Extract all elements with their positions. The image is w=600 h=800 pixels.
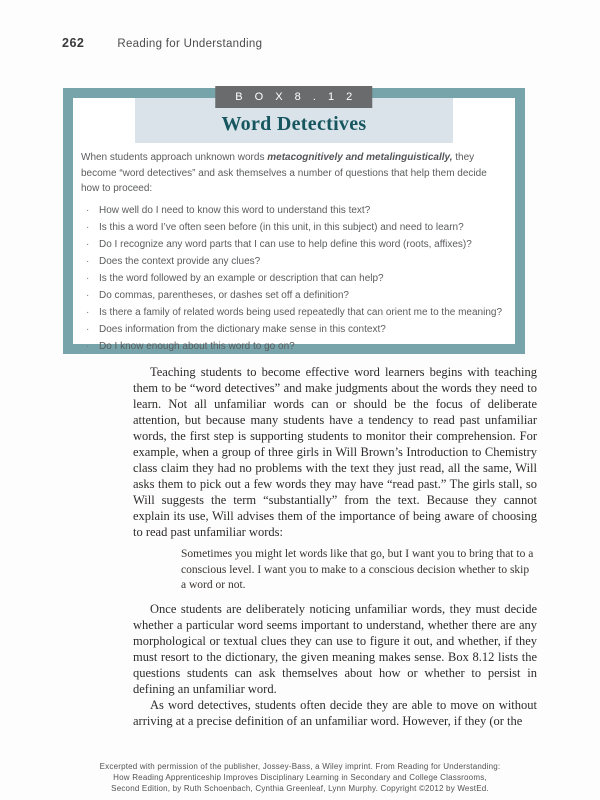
body-text-column [133, 364, 537, 729]
list-item [81, 272, 506, 285]
bullet-marker: · [86, 221, 90, 233]
question-list [81, 204, 506, 353]
body-paragraph-3: As word detectives, students often decide they are able to move on without arriving at a precise definition of an unfamiliar word. However, if they (or the [133, 697, 537, 728]
running-head-title: Reading for Understanding [117, 38, 263, 50]
word-detectives-box [63, 88, 525, 354]
box-content [73, 143, 515, 353]
bullet-marker: · [86, 306, 90, 318]
bullet-marker: · [86, 238, 90, 250]
box-title: Word Detectives [221, 113, 367, 135]
bullet-marker: · [86, 272, 90, 284]
question-text: Is this a word I’ve often seen before (in this unit, in this subject) and need to learn? [99, 221, 464, 233]
box-intro-paragraph [81, 150, 506, 197]
intro-text-post: they become “word detectives” and ask themselves a number of questions that help them decide how to proceed: [81, 152, 487, 194]
list-item [81, 221, 506, 234]
bullet-marker: · [86, 289, 90, 301]
question-text: Do I recognize any word parts that I can use to help define this word (roots, affixes)? [99, 238, 472, 250]
footer-line-2: How Reading Apprenticeship Improves Disciplinary Learning in Secondary and College Classrooms, [113, 773, 487, 782]
list-item [81, 323, 506, 336]
bullet-marker: · [86, 340, 90, 352]
intro-text-italic: metacognitively and metalinguistically, [267, 152, 453, 163]
footer-line-1: Excerpted with permission of the publisher, Jossey-Bass, a Wiley imprint. From Reading for Understanding: [99, 762, 501, 771]
intro-text-pre: When students approach unknown words [81, 152, 268, 163]
list-item [81, 204, 506, 217]
bullet-marker: · [86, 323, 90, 335]
list-item [81, 238, 506, 251]
question-text: Do commas, parentheses, or dashes set off a definition? [99, 289, 349, 301]
bullet-marker: · [86, 255, 90, 267]
question-text: Does information from the dictionary make sense in this context? [99, 323, 386, 335]
bullet-marker: · [86, 204, 90, 216]
list-item [81, 340, 506, 353]
body-paragraph-1: Teaching students to become effective word learners begins with teaching them to be “word detectives” and make judgments about the words they need to learn. Not all unfamiliar words can or should be the focus of deliberate attention, but because many students have a tendency to read past unfamiliar words, the first step is supporting students to monitor their comprehension. For example, when a group of three girls in Will Brown’s Introduction to Chemistry class claim they had no problems with the text they just read, all the same, Will asks them to pick out a few words they may have “read past.” The girls stall, so Will suggests the term “substantially” from the text. Because they cannot explain its use, Will advises them of the importance of being aware of choosing to read past unfamiliar words: [133, 365, 537, 539]
permissions-footer [0, 761, 600, 794]
page-number: 262 [62, 36, 85, 50]
question-text: Does the context provide any clues? [99, 255, 261, 267]
list-item [81, 289, 506, 302]
list-item [81, 255, 506, 268]
footer-line-3: Second Edition, by Ruth Schoenbach, Cynthia Greenleaf, Lynn Murphy. Copyright ©2012 by WestEd. [111, 784, 489, 793]
body-paragraph-2: Once students are deliberately noticing unfamiliar words, they must decide whether a particular word seems important to understand, whether there are any morphological or textual clues they can use to figure it out, and whether, if they must resort to the dictionary, the given meaning makes sense. Box 8.12 lists the questions students can ask themselves about how or whether to persist in defining an unfamiliar word. [133, 601, 537, 696]
question-text: Do I know enough about this word to go on? [99, 340, 295, 352]
box-number-tab: B O X 8 . 1 2 [215, 86, 372, 108]
block-quote: Sometimes you might let words like that go, but I want you to bring that to a conscious level. I want you to make to a conscious decision whether to skip a word or not. [181, 548, 534, 591]
question-text: Is there a family of related words being used repeatedly that can orient me to the meaning? [99, 306, 503, 318]
list-item [81, 306, 506, 319]
question-text: How well do I need to know this word to understand this text? [99, 204, 371, 216]
page-header [62, 36, 262, 50]
question-text: Is the word followed by an example or description that can help? [99, 272, 384, 284]
